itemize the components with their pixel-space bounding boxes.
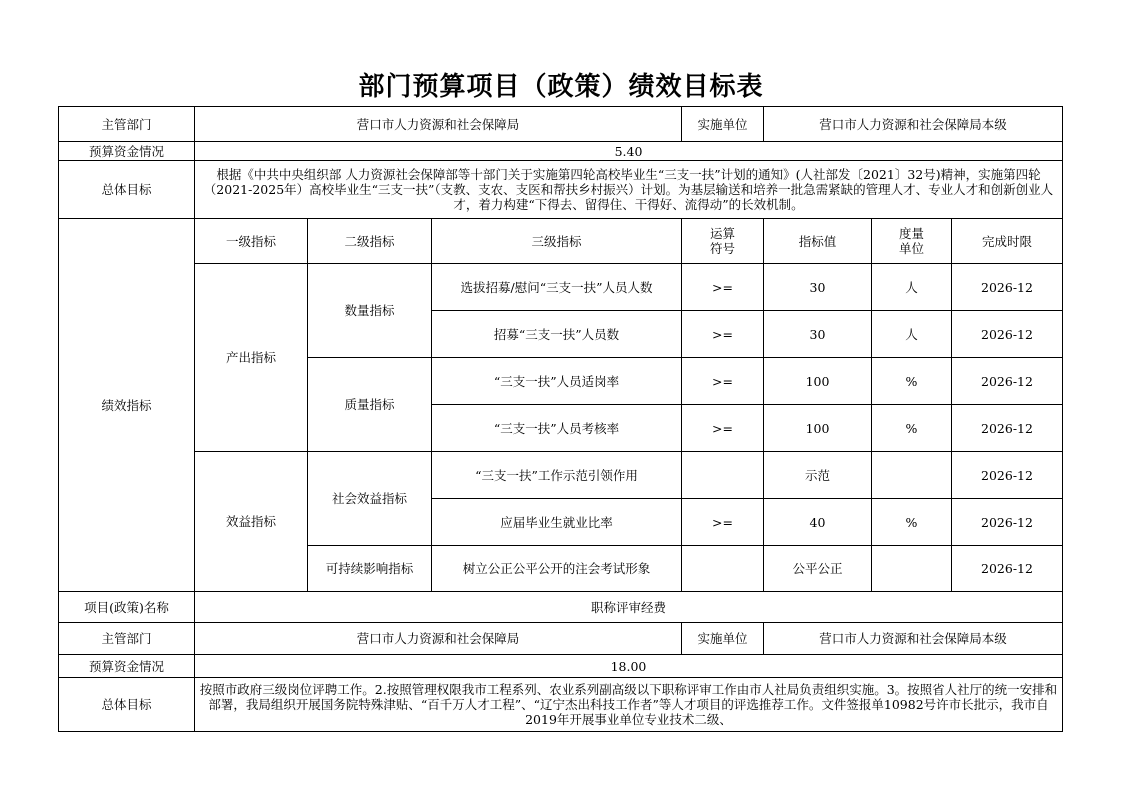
perf-label: 绩效指标 [59,219,195,592]
impl-label: 实施单位 [682,623,764,655]
header-op [682,219,764,264]
indicator-unit: 人 [872,264,952,311]
indicator-value: 30 [764,311,872,358]
header-op-line1: 运算 [709,226,735,241]
indicator-deadline: 2026-12 [952,452,1063,499]
impl-value: 营口市人力资源和社会保障局本级 [764,623,1063,655]
indicator-value: 100 [764,358,872,405]
group-quantity: 数量指标 [308,264,432,358]
project-name-value: 职称评审经费 [195,592,1063,623]
goal-text: 按照市政府三级岗位评聘工作。2.按照管理权限我市工程系列、农业系列副高级以下职称评审工作由市人社局负责组织实施。3。按照省人社厅的统一安排和部署，我局组织开展国务院特殊津贴、“百千万人才工程”、“辽宁杰出科技工作者”等人才项目的评选推荐工作。文件签报单10982号许市长批示，我市自2019年开展事业单位专业技术二级、 [195,678,1063,732]
indicator-deadline: 2026-12 [952,311,1063,358]
impl-label: 实施单位 [682,107,764,142]
indicator-op: >= [682,405,764,452]
indicator-deadline: 2026-12 [952,358,1063,405]
header-level2: 二级指标 [308,219,432,264]
budget-row [59,142,1063,161]
dept-value: 营口市人力资源和社会保障局 [195,107,682,142]
budget-label: 预算资金情况 [59,142,195,161]
goal-row [59,161,1063,219]
indicator-deadline: 2026-12 [952,264,1063,311]
indicator-deadline: 2026-12 [952,499,1063,546]
dept-row-2 [59,623,1063,655]
indicator-name: “三支一扶”人员适岗率 [432,358,682,405]
header-value: 指标值 [764,219,872,264]
indicator-deadline: 2026-12 [952,405,1063,452]
indicator-op: >= [682,358,764,405]
indicator-op: >= [682,499,764,546]
header-unit-line2: 单位 [898,241,924,256]
indicator-unit: % [872,358,952,405]
indicator-name: 选拔招募/慰问“三支一扶”人员人数 [432,264,682,311]
indicator-value: 示范 [764,452,872,499]
goal-text: 根据《中共中央组织部 人力资源社会保障部等十部门关于实施第四轮高校毕业生“三支一扶”计划的通知》(人社部发〔2021〕32号)精神，实施第四轮（2021-2025年）高校毕业生“三支一扶”（支教、支农、支医和帮扶乡村振兴）计划。为基层输送和培养一批急需紧缺的管理人才、专业人才和创新创业人才，着力构建“下得去、留得住、干得好、流得动”的长效机制。 [195,161,1063,219]
dept-row [59,107,1063,142]
indicator-unit: % [872,499,952,546]
budget-value: 18.00 [195,655,1063,678]
dept-value: 营口市人力资源和社会保障局 [195,623,682,655]
header-deadline: 完成时限 [952,219,1063,264]
header-level3: 三级指标 [432,219,682,264]
indicator-unit [872,546,952,592]
indicator-name: “三支一扶”工作示范引领作用 [432,452,682,499]
group-output: 产出指标 [195,264,308,452]
indicator-op: >= [682,264,764,311]
indicator-name: 应届毕业生就业比率 [432,499,682,546]
indicator-op [682,452,764,499]
goal-label: 总体目标 [59,678,195,732]
group-sustain: 可持续影响指标 [308,546,432,592]
header-level1: 一级指标 [195,219,308,264]
indicator-header-row [59,219,1063,264]
budget-label: 预算资金情况 [59,655,195,678]
project-name-row [59,592,1063,623]
indicator-unit [872,452,952,499]
header-op-line2: 符号 [709,241,735,256]
page-title: 部门预算项目（政策）绩效目标表 [358,72,764,102]
header-unit-line1: 度量 [898,226,924,241]
indicator-op: >= [682,311,764,358]
indicator-name: 树立公正公平公开的注会考试形象 [432,546,682,592]
group-quality: 质量指标 [308,358,432,452]
indicator-row [59,452,1063,499]
indicator-unit: 人 [872,311,952,358]
indicator-value: 公平公正 [764,546,872,592]
indicator-op [682,546,764,592]
indicator-deadline: 2026-12 [952,546,1063,592]
indicator-value: 30 [764,264,872,311]
goal-row-2 [59,678,1063,732]
budget-row-2 [59,655,1063,678]
indicator-name: 招募“三支一扶”人员数 [432,311,682,358]
indicator-value: 100 [764,405,872,452]
group-social: 社会效益指标 [308,452,432,546]
indicator-row [59,264,1063,311]
indicator-value: 40 [764,499,872,546]
goal-label: 总体目标 [59,161,195,219]
indicator-unit: % [872,405,952,452]
performance-table [58,106,1063,732]
budget-value: 5.40 [195,142,1063,161]
project-name-label: 项目(政策)名称 [59,592,195,623]
indicator-name: “三支一扶”人员考核率 [432,405,682,452]
dept-label: 主管部门 [59,107,195,142]
header-unit [872,219,952,264]
impl-value: 营口市人力资源和社会保障局本级 [764,107,1063,142]
group-benefit: 效益指标 [195,452,308,592]
dept-label: 主管部门 [59,623,195,655]
